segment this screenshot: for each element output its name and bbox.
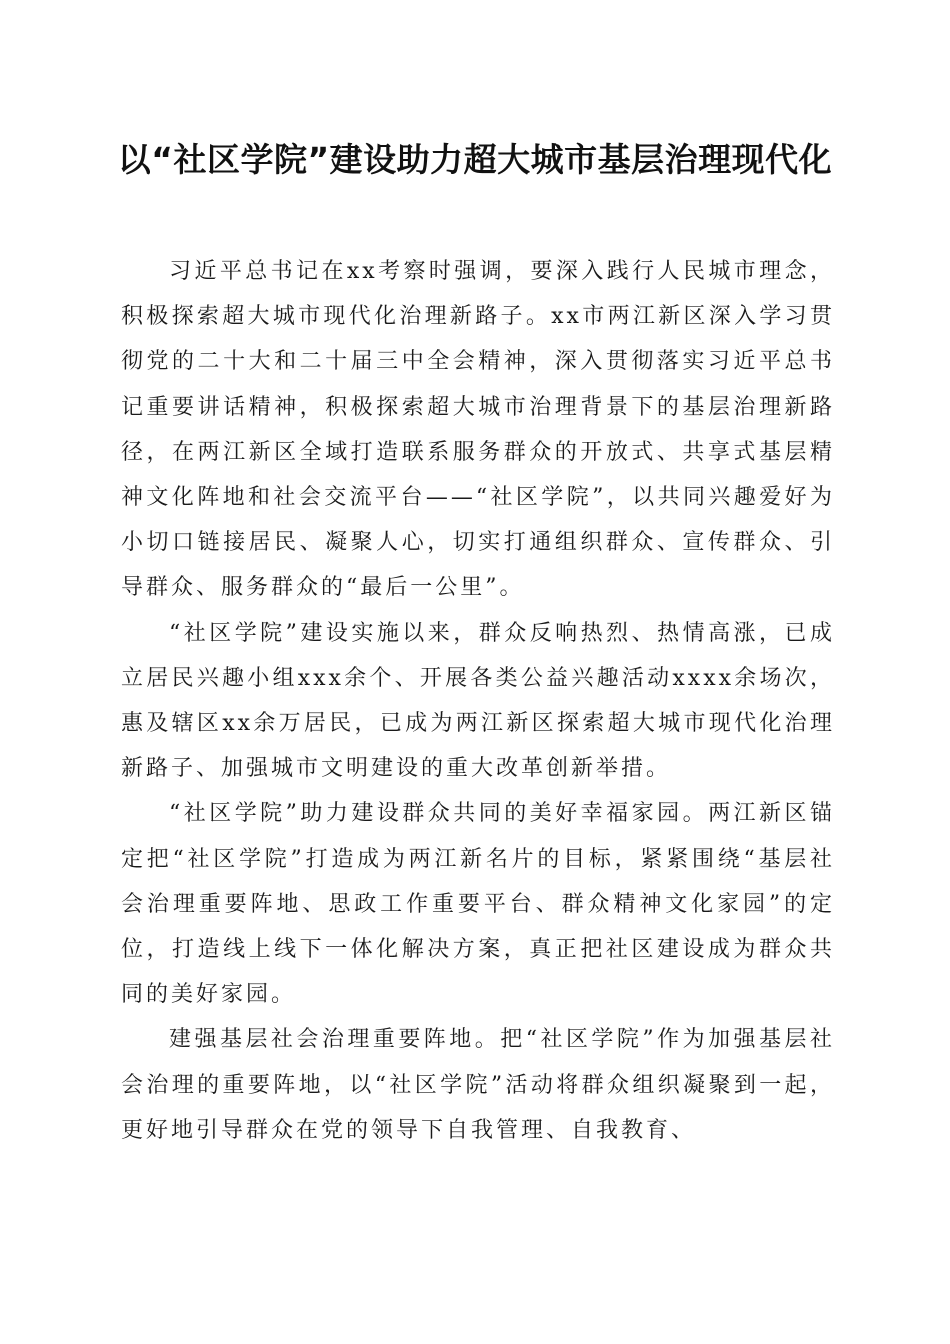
paragraph-results: “社区学院”建设实施以来，群众反响热烈、热情高涨，已成立居民兴趣小组xxx余个、开展各类公益兴趣活动xxxx余场次，惠及辖区xx余万居民，已成为两江新区探索超大城市现代化治理新路子、加强城市文明建设的重大改革创新举措。: [121, 620, 835, 782]
paragraph-intro: 习近平总书记在xx考察时强调，要深入践行人民城市理念，积极探索超大城市现代化治理新路子。xx市两江新区深入学习贯彻党的二十大和二十届三中全会精神，深入贯彻落实习近平总书记重要讲话精神，积极探索超大城市治理背景下的基层治理新路径，在两江新区全域打造联系服务群众的开放式、共享式基层精神文化阵地和社会交流平台——“社区学院”，以共同兴趣爱好为小切口链接居民、凝聚人心，切实打通组织群众、宣传群众、引导群众、服务群众的“最后一公里”。: [121, 259, 835, 601]
paragraph-homeland: “社区学院”助力建设群众共同的美好幸福家园。两江新区锚定把“社区学院”打造成为两江新名片的目标，紧紧围绕“基层社会治理重要阵地、思政工作重要平台、群众精神文化家园”的定位，打造线上线下一体化解决方案，真正把社区建设成为群众共同的美好家园。: [121, 801, 835, 1008]
document-body: [121, 249, 835, 1153]
document-title: 以“社区学院”建设助力超大城市基层治理现代化: [117, 140, 833, 179]
paragraph-governance: 建强基层社会治理重要阵地。把“社区学院”作为加强基层社会治理的重要阵地，以“社区学院”活动将群众组织凝聚到一起，更好地引导群众在党的领导下自我管理、自我教育、: [121, 1027, 835, 1143]
